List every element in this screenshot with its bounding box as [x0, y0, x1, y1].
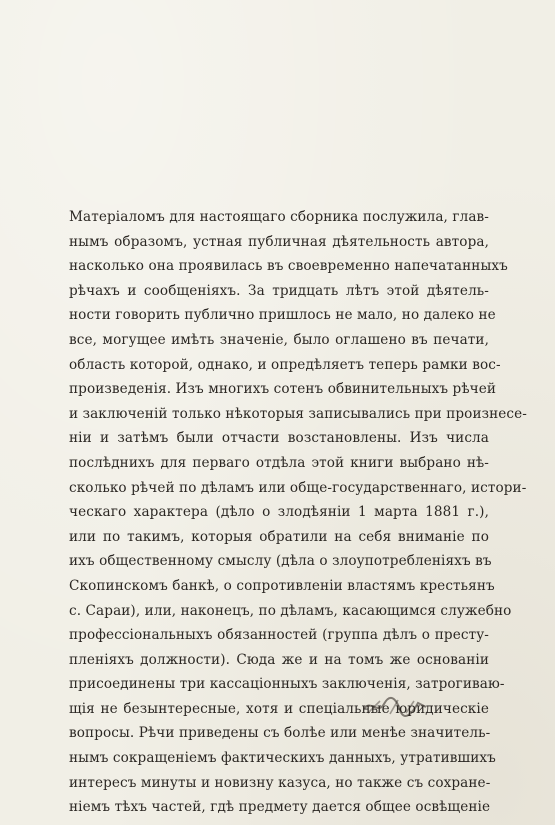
text-line: произведенія. Изъ многихъ сотенъ обвинительныхъ рѣчей: [69, 381, 497, 398]
text-line: пленіяхъ должности). Сюда же и на томъ же основаніи: [69, 651, 489, 668]
text-line: Скопинскомъ банкѣ, о сопротивленіи властямъ крестьянъ: [69, 577, 495, 594]
preface-text: [69, 205, 527, 820]
text-line: ности говорить публично пришлось не мало, но далеко не: [69, 307, 496, 324]
text-line: вопросы. Рѣчи приведены съ болѣе или менѣе значитель-: [69, 725, 491, 742]
text-line: ніи и затѣмъ были отчасти возстановлены. Изъ числа: [69, 430, 489, 447]
text-line: нымъ сокращеніемъ фактическихъ данныхъ, утратившихъ: [69, 750, 496, 767]
text-line: рѣчахъ и сообщеніяхъ. За тридцать лѣтъ этой дѣятель-: [69, 282, 489, 299]
text-line: профессіональныхъ обязанностей (группа дѣлъ о престу-: [69, 627, 489, 644]
text-line: или по такимъ, которыя обратили на себя вниманіе по: [69, 528, 489, 545]
text-line: ніемъ тѣхъ частей, гдѣ предмету дается общее освѣщеніе: [69, 799, 491, 816]
text-line: присоединены три кассаціонныхъ заключенія, затрогиваю-: [69, 676, 505, 693]
text-line: щія не безынтересные, хотя и спеціальные юридическіе: [69, 700, 489, 717]
text-line: ческаго характера (дѣло о злодѣяніи 1 марта 1881 г.),: [69, 504, 489, 521]
text-line: интересъ минуты и новизну казуса, но также съ сохране-: [69, 774, 491, 791]
text-line: с. Сараи), или, наконецъ, по дѣламъ, касающимся служебно: [69, 602, 512, 619]
text-line: все, могущее имѣть значеніе, было оглашено въ печати,: [69, 331, 489, 348]
text-line: нымъ образомъ, устная публичная дѣятельность автора,: [69, 233, 489, 250]
text-line: сколько рѣчей по дѣламъ или обще-государственнаго, истори-: [69, 479, 527, 496]
text-line: область которой, однако, и опредѣляетъ теперь рамки вос-: [69, 356, 501, 373]
text-line: ихъ общественному смыслу (дѣла о злоупотребленіяхъ въ: [69, 553, 492, 570]
text-line: и заключеній только нѣкоторыя записывались при произнесе-: [69, 405, 527, 422]
text-line: насколько она проявилась въ своевременно напечатанныхъ: [69, 258, 508, 275]
text-line: послѣднихъ для перваго отдѣла этой книги выбрано нѣ-: [69, 454, 489, 471]
text-line: Матеріаломъ для настоящаго сборника послужила, глав-: [69, 209, 489, 225]
